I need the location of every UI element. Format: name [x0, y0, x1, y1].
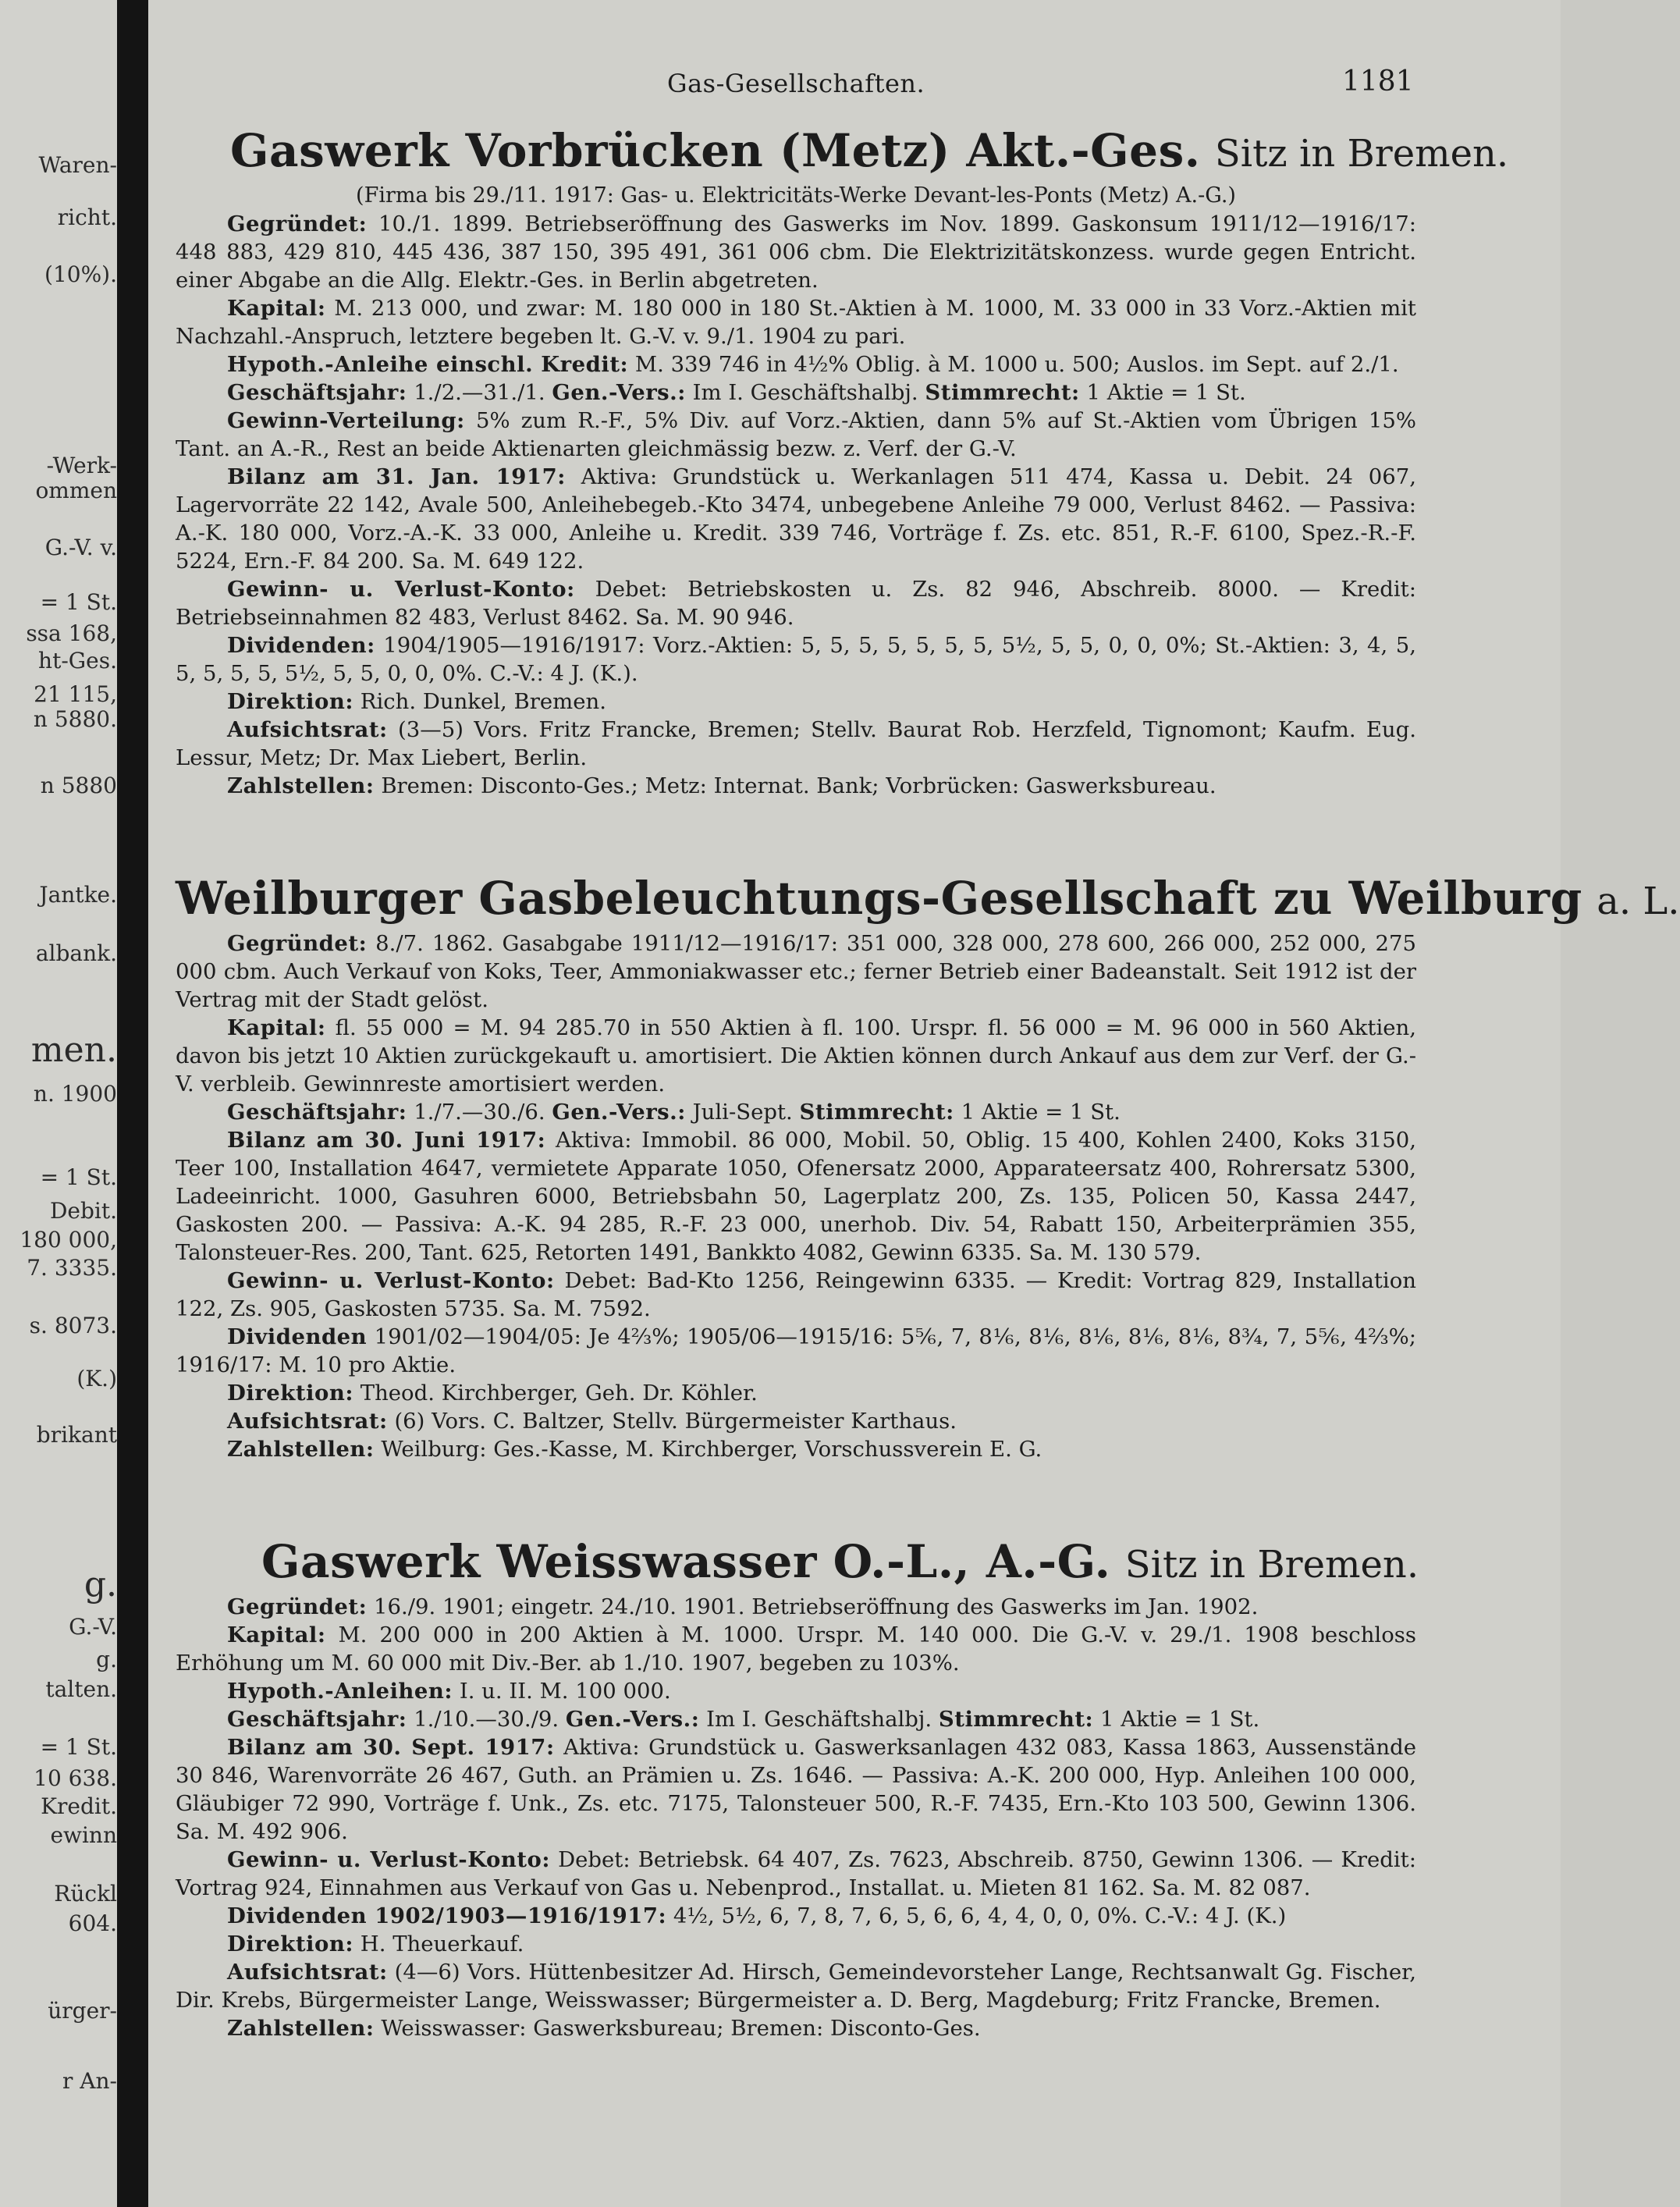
section-paying-agents: Zahlstellen: Bremen: Disconto-Ges.; Metz: Internat. Bank; Vorbrücken: Gaswerksbureau. [227, 773, 1216, 798]
facing-page-edge [0, 0, 117, 2207]
left-fragment: (K.) [76, 1366, 117, 1391]
left-fragment: r An- [62, 2068, 117, 2094]
section-dividends: Dividenden 1902/1903—1916/1917: 4½, 5½, 6, 7, 8, 7, 6, 5, 6, 6, 4, 4, 0, 0, 0%. C.-V.: 4 J. (K.) [227, 1903, 1287, 1928]
left-fragment: G.-V. v. [44, 535, 117, 560]
left-fragment: G.-V. [69, 1614, 117, 1640]
company-name: Gaswerk Weisswasser O.-L., A.-G. [261, 1535, 1111, 1588]
section-capital: Kapital: M. 200 000 in 200 Aktien à M. 1000. Urspr. M. 140 000. Die G.-V. v. 29./1. 1908 beschloss Erhöhung um M. 60 000 mit Div.-Ber. ab 1./10. 1907, begeben zu 103%. [176, 1622, 1416, 1676]
left-fragment: ht-Ges. [38, 648, 117, 673]
section-supervisory-board: Aufsichtsrat: (3—5) Vors. Fritz Francke, Bremen; Stellv. Baurat Rob. Herzfeld, Tignomont; Kaufm. Eug. Lessur, Metz; Dr. Max Liebert, Berlin. [176, 716, 1416, 770]
section-dividends: Dividenden: 1904/1905—1916/1917: Vorz.-Aktien: 5, 5, 5, 5, 5, 5, 5, 5½, 5, 5, 0, 0, 0%; St.-Aktien: 3, 4, 5, 5, 5, 5, 5, 5½, 5, 5, 0, 0, 0%. C.-V.: 4 J. (K.). [176, 632, 1416, 686]
section-mortgage-loans: Hypoth.-Anleihen: I. u. II. M. 100 000. [227, 1678, 671, 1704]
section-paying-agents: Zahlstellen: Weisswasser: Gaswerksbureau; Bremen: Disconto-Ges. [227, 2015, 981, 2041]
left-fragment: richt. [57, 204, 117, 230]
left-fragment: men. [30, 1030, 117, 1070]
company-seat: Sitz in Bremen. [1214, 132, 1509, 176]
section-management: Direktion: Theod. Kirchberger, Geh. Dr. Köhler. [227, 1380, 758, 1406]
section-management: Direktion: H. Theuerkauf. [227, 1931, 524, 1956]
left-fragment: Waren- [38, 152, 117, 178]
left-fragment: n. 1900 [33, 1081, 117, 1107]
section-profit-distribution: Gewinn-Verteilung: 5% zum R.-F., 5% Div. auf Vorz.-Aktien, dann 5% auf St.-Aktien vom Übrigen 15% Tant. an A.-R., Rest an beide Aktienarten gleichmässig bezw. z. Verf. der G.-V. [176, 407, 1417, 461]
company-entry [176, 1535, 1419, 2042]
left-fragment: n 5880. [33, 706, 117, 732]
section-fiscal-year: Geschäftsjahr: 1./7.—30./6. Gen.-Vers.: Juli-Sept. Stimmrecht: 1 Aktie = 1 St. [227, 1099, 1121, 1125]
page-number: 1181 [1342, 66, 1414, 98]
running-title: Gas-Gesellschaften. [667, 69, 925, 98]
left-fragment: albank. [35, 940, 117, 966]
section-capital: Kapital: fl. 55 000 = M. 94 285.70 in 550 Aktien à fl. 100. Urspr. fl. 56 000 = M. 96 000 in 560 Aktien, davon bis jetzt 10 Aktien zurückgekauft u. amortisiert. Die Aktien können durch Ankauf aus dem zur Verf. der G.-V. verbleib. Gewinnreste amortisiert werden. [176, 1015, 1416, 1096]
section-management: Direktion: Rich. Dunkel, Bremen. [227, 688, 606, 714]
left-fragment: (10%). [44, 261, 117, 287]
left-fragment: n 5880 [40, 773, 117, 798]
section-balance-sheet: Bilanz am 31. Jan. 1917: Aktiva: Grundstück u. Werkanlagen 511 474, Kassa u. Debit. 24 067, Lagervorräte 22 142, Avale 500, Anleihebegeb.-Kto 3474, unbegebene Anleihe 79 000, Verlust 8462. — Passiva: A.-K. 180 000, Vorz.-A.-K. 33 000, Anleihe u. Kredit. 339 746, Vorträge f. Zs. etc. 851, R.-F. 6100, Spez.-R.-F. 5224, Ern.-F. 84 200. Sa. M. 649 122. [176, 464, 1416, 574]
left-fragment: = 1 St. [40, 1734, 117, 1760]
section-loan: Hypoth.-Anleihe einschl. Kredit: M. 339 746 in 4½% Oblig. à M. 1000 u. 500; Auslos. im Sept. auf 2./1. [227, 351, 1399, 377]
company-heading [176, 872, 1680, 925]
company-entry [176, 124, 1509, 800]
section-founded: Gegründet: 10./1. 1899. Betriebseröffnung des Gaswerks im Nov. 1899. Gaskonsum 1911/12—1916/17: 448 883, 429 810, 445 436, 387 150, 395 491, 361 006 cbm. Die Elektrizitätskonzess. wurde gegen Entricht. einer Abgabe an die Allg. Elektr.-Ges. in Berlin abgetreten. [176, 211, 1416, 293]
left-fragment: ewinn [50, 1822, 117, 1848]
left-fragment: g. [96, 1647, 117, 1672]
company-seat: Sitz in Bremen. [1124, 1543, 1419, 1587]
company-heading [261, 1535, 1419, 1588]
company-name: Gaswerk Vorbrücken (Metz) Akt.-Ges. [230, 124, 1201, 177]
section-balance-sheet: Bilanz am 30. Sept. 1917: Aktiva: Grundstück u. Gaswerksanlagen 432 083, Kassa 1863, Aussenstände 30 846, Warenvorräte 26 467, Guth. an Prämien u. Zs. 1646. — Passiva: A.-K. 200 000, Hyp. Anleihen 100 000, Gläubiger 72 990, Vorträge f. Unk., Zs. etc. 7175, Talonsteuer 500, R.-F. 7435, Ern.-Kto 103 500, Gewinn 1306. Sa. M. 492 906. [176, 1734, 1417, 1844]
section-profit-loss: Gewinn- u. Verlust-Konto: Debet: Bad-Kto 1256, Reingewinn 6335. — Kredit: Vortrag 829, Installation 122, Zs. 905, Gaskosten 5735. Sa. M. 7592. [176, 1267, 1416, 1321]
former-name: (Firma bis 29./11. 1917: Gas- u. Elektricitäts-Werke Devant-les-Ponts (Metz) A.-G.) [356, 183, 1236, 208]
section-profit-loss: Gewinn- u. Verlust-Konto: Debet: Betriebsk. 64 407, Zs. 7623, Abschreib. 8750, Gewinn 1306. — Kredit: Vortrag 924, Einnahmen aus Verkauf von Gas u. Nebenprod., Installat. u. Mieten 81 162. Sa. M. 82 087. [176, 1846, 1416, 1900]
left-fragment: 604. [68, 1910, 117, 1936]
left-fragment: s. 8073. [29, 1313, 117, 1338]
left-fragment: 21 115, [34, 681, 117, 707]
left-fragment: = 1 St. [40, 589, 117, 615]
left-fragment: ommen [35, 478, 117, 503]
left-fragment: 180 000, [20, 1227, 117, 1253]
company-entry [176, 872, 1680, 1463]
section-fiscal-year: Geschäftsjahr: 1./10.—30./9. Gen.-Vers.: Im I. Geschäftshalbj. Stimmrecht: 1 Aktie = 1 St. [227, 1706, 1260, 1732]
left-fragment: g. [83, 1565, 117, 1605]
company-name: Weilburger Gasbeleuchtungs-Gesellschaft zu Weilburg [176, 872, 1582, 925]
left-fragment: talten. [45, 1676, 117, 1702]
left-fragment: ürger- [48, 1998, 117, 2024]
company-name-suffix: a. L. [1597, 880, 1680, 923]
section-founded: Gegründet: 8./7. 1862. Gasabgabe 1911/12—1916/17: 351 000, 328 000, 278 600, 266 000, 252 000, 275 000 cbm. Auch Verkauf von Koks, Teer, Ammoniakwasser etc.; ferner Betrieb einer Badeanstalt. Seit 1912 ist der Vertrag mit der Stadt gelöst. [176, 930, 1416, 1012]
book-page [148, 0, 1680, 2207]
section-paying-agents: Zahlstellen: Weilburg: Ges.-Kasse, M. Kirchberger, Vorschussverein E. G. [227, 1436, 1042, 1462]
left-fragment: Debit. [49, 1198, 117, 1224]
left-fragment: Jantke. [39, 882, 117, 908]
left-fragment: Rückl [54, 1881, 117, 1907]
left-fragment: 10 638. [34, 1765, 117, 1791]
book-gutter [117, 0, 148, 2207]
section-supervisory-board: Aufsichtsrat: (4—6) Vors. Hüttenbesitzer Ad. Hirsch, Gemeindevorsteher Lange, Rechtsanwalt Gg. Fischer, Dir. Krebs, Bürgermeister Lange, Weisswasser; Bürgermeister a. D. Berg, Magdeburg; Fritz Francke, Bremen. [176, 1959, 1416, 2013]
company-heading [230, 124, 1509, 177]
section-profit-loss: Gewinn- u. Verlust-Konto: Debet: Betriebskosten u. Zs. 82 946, Abschreib. 8000. — Kredit: Betriebseinnahmen 82 483, Verlust 8462. Sa. M. 90 946. [176, 576, 1416, 630]
section-capital: Kapital: M. 213 000, und zwar: M. 180 000 in 180 St.-Aktien à M. 1000, M. 33 000 in 33 Vorz.-Aktien mit Nachzahl.-Anspruch, letztere begeben lt. G.-V. v. 9./1. 1904 zu pari. [176, 295, 1416, 349]
section-balance-sheet: Bilanz am 30. Juni 1917: Aktiva: Immobil. 86 000, Mobil. 50, Oblig. 15 400, Kohlen 2400, Koks 3150, Teer 100, Installation 4647, vermietete Apparate 1050, Ofenersatz 2000, Apparateersatz 400, Rohrersatz 5300, Ladeeinricht. 1000, Gasuhren 6000, Betriebsbahn 50, Lagerplatz 200, Zs. 135, Policen 50, Kassa 2447, Gaskosten 200. — Passiva: A.-K. 94 285, R.-F. 23 000, unerhob. Div. 54, Rabatt 150, Arbeiterprämien 355, Talonsteuer-Res. 200, Tant. 625, Retorten 1491, Bankkto 4082, Gewinn 6335. Sa. M. 130 579. [176, 1127, 1416, 1265]
left-fragment: 7. 3335. [27, 1255, 117, 1281]
left-fragment: brikant [36, 1422, 117, 1448]
section-supervisory-board: Aufsichtsrat: (6) Vors. C. Baltzer, Stellv. Bürgermeister Karthaus. [227, 1408, 957, 1434]
left-fragment: Kredit. [41, 1793, 117, 1819]
section-founded: Gegründet: 16./9. 1901; eingetr. 24./10. 1901. Betriebseröffnung des Gaswerks im Jan. 1902. [227, 1594, 1259, 1619]
section-fiscal-year: Geschäftsjahr: 1./2.—31./1. Gen.-Vers.: Im I. Geschäftshalbj. Stimmrecht: 1 Aktie = 1 St. [227, 379, 1246, 405]
section-dividends: Dividenden 1901/02—1904/05: Je 4⅔%; 1905/06—1915/16: 5⅚, 7, 8⅙, 8⅙, 8⅙, 8⅙, 8⅙, 8¾, 7, 5⅚, 4⅔%; 1916/17: M. 10 pro Aktie. [176, 1324, 1416, 1377]
left-fragment: = 1 St. [40, 1164, 117, 1190]
left-fragment: ssa 168, [26, 620, 117, 646]
left-fragment: -Werk- [46, 453, 117, 478]
